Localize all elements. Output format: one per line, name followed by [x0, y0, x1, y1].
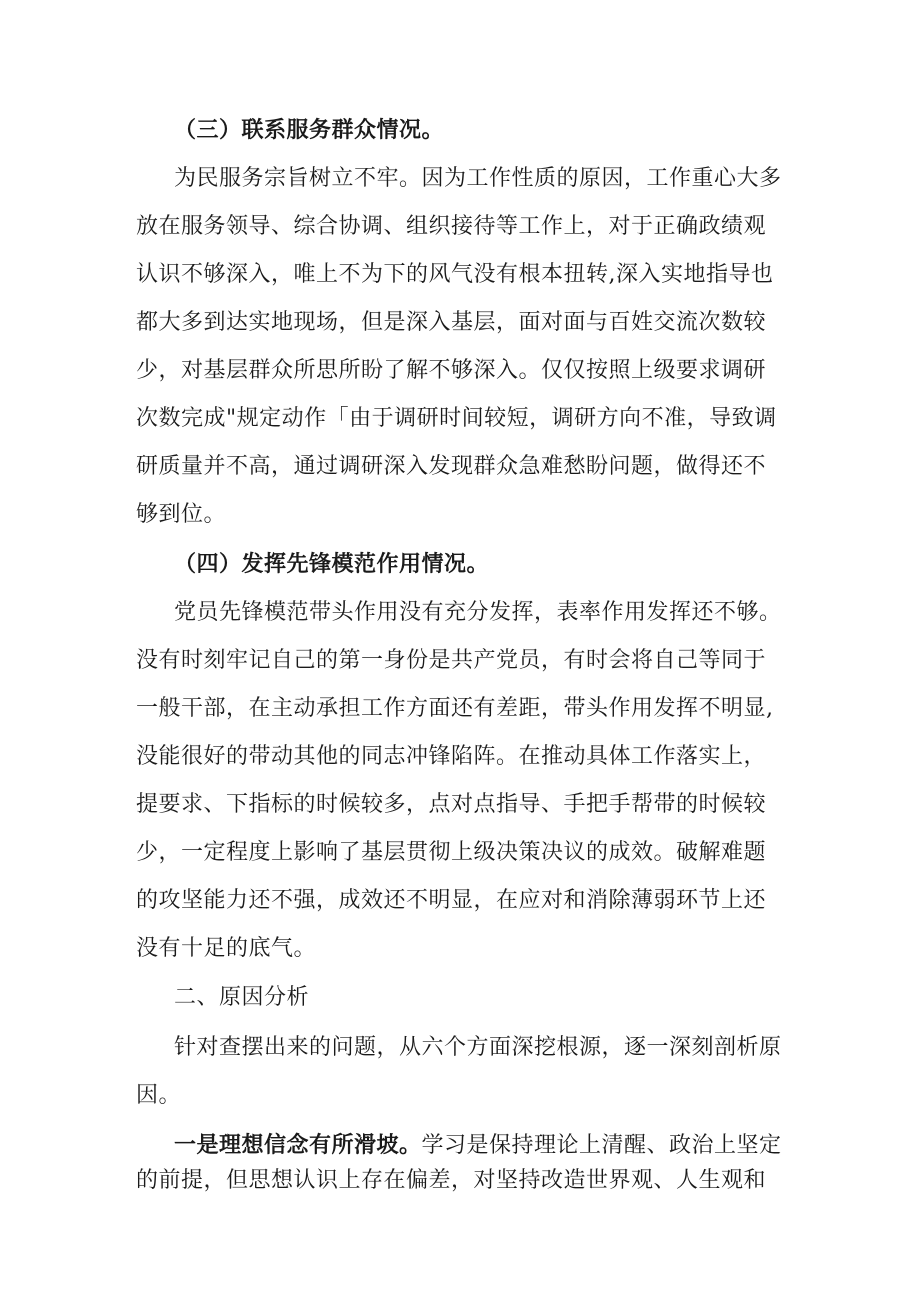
- section-4-heading: （四）发挥先锋模范作用情况。: [174, 551, 490, 577]
- paragraph-line: 认识不够深入，唯上不为下的风气没有根本扭转,深入实地指导也: [136, 262, 774, 287]
- paragraph-line: 少，对基层群众所思所盼了解不够深入。仅仅按照上级要求调研: [136, 358, 767, 383]
- part-2-heading: 二、原因分析: [174, 985, 310, 1010]
- paragraph-line: 的攻坚能力还不强，成效还不明显，在应对和消除薄弱环节上还: [136, 888, 767, 913]
- paragraph-line: 都大多到达实地现场，但是深入基层，面对面与百姓交流次数较: [136, 310, 767, 335]
- paragraph-line: 党员先锋模范带头作用没有充分发挥，表率作用发挥还不够。: [174, 600, 782, 625]
- paragraph-line: 为民服务宗旨树立不牢。因为工作性质的原因，工作重心大多: [174, 166, 782, 191]
- paragraph-line: 研质量并不高，通过调研深入发现群众急难愁盼问题，做得还不: [136, 454, 767, 479]
- paragraph-line: 次数完成"规定动作「由于调研时间较短，调研方向不准，导致调: [136, 406, 777, 431]
- paragraph-line: 的前提，但思想认识上存在偏差，对坚持改造世界观、人生观和: [136, 1168, 767, 1193]
- paragraph-line: 一般干部，在主动承担工作方面还有差距，带头作用发挥不明显,: [136, 696, 774, 721]
- paragraph-line: 因。: [136, 1083, 182, 1108]
- section-3-heading: （三）联系服务群众情况。: [174, 117, 445, 143]
- paragraph-line: 放在服务领导、综合协调、组织接待等工作上，对于正确政绩观: [136, 214, 767, 239]
- point-1-line: [174, 1130, 782, 1161]
- paragraph-line: 没能很好的带动其他的同志冲锋陷阵。在推动具体工作落实上，: [136, 744, 767, 769]
- point-1-text: 学习是保持理论上清醒、政治上坚定: [421, 1133, 782, 1158]
- paragraph-line: 够到位。: [136, 502, 227, 527]
- paragraph-line: 针对查摆出来的问题，从六个方面深挖根源，逐一深刻剖析原: [174, 1035, 782, 1060]
- paragraph-line: 没有十足的底气。: [136, 936, 317, 961]
- paragraph-line: 提要求、下指标的时候较多，点对点指导、手把手帮带的时候较: [136, 792, 767, 817]
- paragraph-line: 没有时刻牢记自己的第一身份是共产党员，有时会将自己等同于: [136, 648, 767, 673]
- paragraph-line: 少，一定程度上影响了基层贯彻上级决策决议的成效。破解难题: [136, 840, 767, 865]
- point-1-lead: 一是理想信念有所滑坡。: [174, 1132, 422, 1158]
